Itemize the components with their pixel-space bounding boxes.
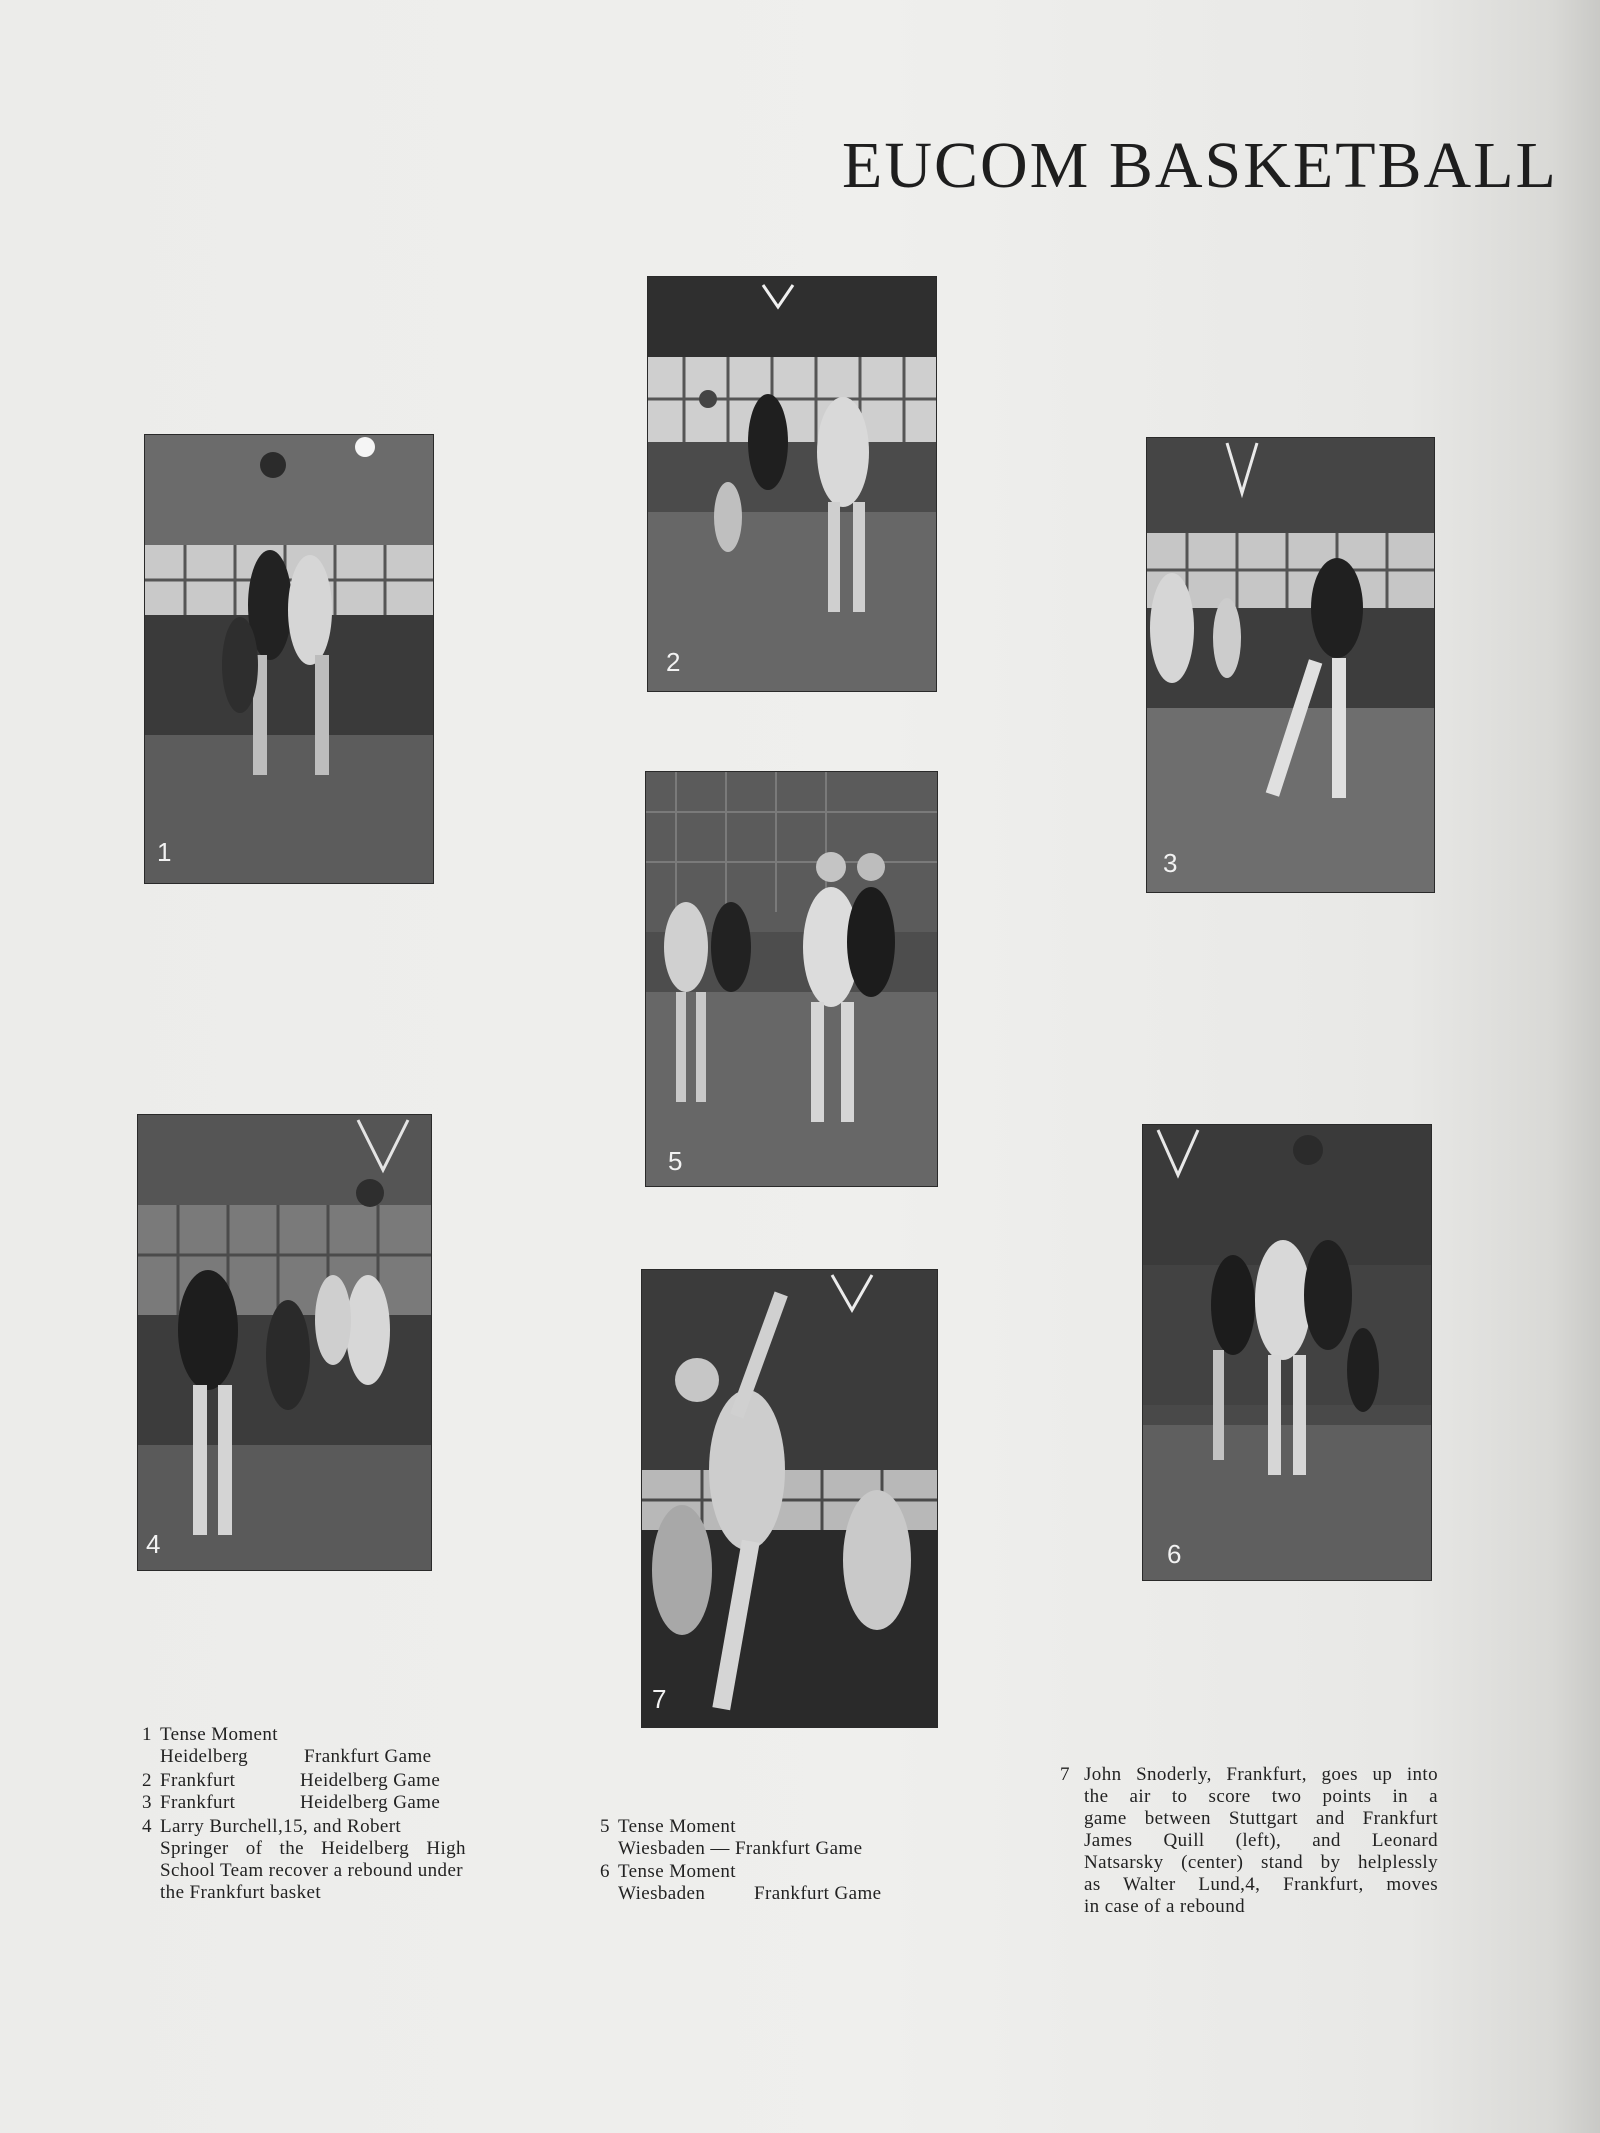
photo-6 <box>1142 1124 1432 1581</box>
caption-5: 5 Tense Moment <box>600 1816 736 1837</box>
captions-middle <box>600 1816 920 1905</box>
photo-1-image <box>145 435 433 883</box>
photo-7 <box>641 1269 938 1728</box>
caption-7-line-5: Natsarsky (center) stand by helplessly <box>1084 1852 1438 1873</box>
photo-1-number: 1 <box>157 837 172 867</box>
caption-6-line-2: Wiesbaden Frankfurt Game <box>618 1883 882 1904</box>
caption-7-line-6: as Walter Lund,4, Frankfurt, moves <box>1084 1874 1438 1895</box>
caption-7-number: 7 <box>1060 1764 1070 1785</box>
photo-4-number: 4 <box>146 1529 161 1559</box>
photo-7-number: 7 <box>652 1684 667 1714</box>
photo-3-image <box>1147 438 1434 892</box>
photo-3 <box>1146 437 1435 893</box>
caption-1-number: 1 <box>142 1724 152 1745</box>
photo-3-number: 3 <box>1163 848 1178 878</box>
caption-7: 7 John Snoderly, Frankfurt, goes up into <box>1060 1764 1438 1785</box>
caption-3-number: 3 <box>142 1792 152 1813</box>
photo-2-number: 2 <box>666 647 681 677</box>
caption-4-line-2: Springer of the Heidelberg High <box>160 1838 466 1859</box>
caption-4: 4 Larry Burchell,15, and Robert <box>142 1816 402 1837</box>
caption-7-line-7: in case of a rebound <box>1084 1896 1245 1917</box>
photo-6-number: 6 <box>1167 1539 1182 1569</box>
caption-5-line-2: Wiesbaden — Frankfurt Game <box>618 1838 863 1859</box>
caption-7-line-3: game between Stuttgart and Frankfurt <box>1084 1808 1438 1829</box>
photo-4 <box>137 1114 432 1571</box>
caption-1-line-2: Heidelberg Frankfurt Game <box>160 1746 432 1767</box>
caption-4-number: 4 <box>142 1816 152 1837</box>
caption-7-line-2: the air to score two points in a <box>1084 1786 1438 1807</box>
page-title: EUCOM BASKETBALL <box>842 129 1558 202</box>
photo-4-image <box>138 1115 431 1570</box>
photo-6-image <box>1143 1125 1431 1580</box>
caption-6: 6 Tense Moment <box>600 1861 736 1882</box>
captions-right <box>1060 1764 1438 1918</box>
photo-2 <box>647 276 937 692</box>
caption-4-line-3: School Team recover a rebound under <box>160 1860 464 1881</box>
caption-7-line-4: James Quill (left), and Leonard <box>1084 1830 1438 1851</box>
photo-7-image <box>642 1270 937 1727</box>
caption-1 <box>142 1724 522 1746</box>
photo-1 <box>144 434 434 884</box>
photo-5-image <box>646 772 937 1186</box>
caption-3: 3 Frankfurt Heidelberg Game <box>142 1792 441 1813</box>
caption-6-number: 6 <box>600 1861 610 1882</box>
caption-5-number: 5 <box>600 1816 610 1837</box>
photo-2-image <box>648 277 936 691</box>
caption-2: 2 Frankfurt Heidelberg Game <box>142 1770 441 1791</box>
photo-5-number: 5 <box>668 1146 683 1176</box>
photo-5 <box>645 771 938 1187</box>
captions-left <box>142 1724 522 1904</box>
caption-2-number: 2 <box>142 1770 152 1791</box>
caption-4-line-4: the Frankfurt basket <box>160 1882 322 1903</box>
caption-1-line-1: Tense Moment <box>160 1724 278 1745</box>
